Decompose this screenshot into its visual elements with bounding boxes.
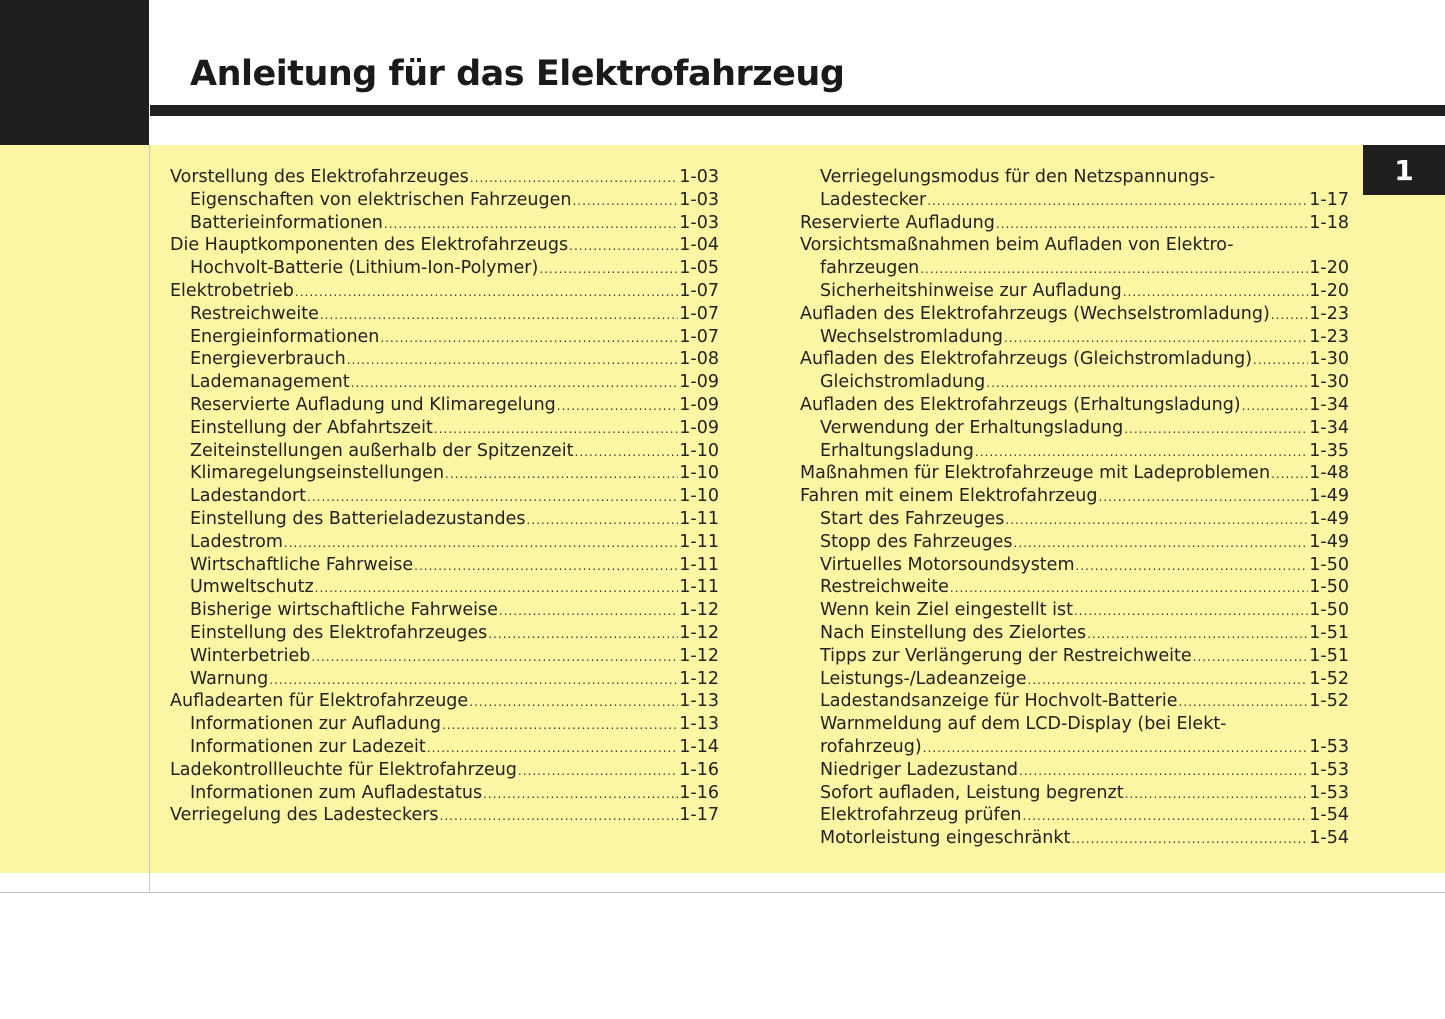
toc-entry[interactable] [800,394,1349,417]
toc-page-number: 1-14 [679,736,719,757]
toc-page-number: 1-23 [1309,303,1349,324]
toc-entry[interactable] [170,417,719,440]
toc-leader-dots [440,805,679,828]
toc-page-number: 1-03 [679,212,719,233]
toc-entry-label: Warnung [190,668,269,689]
toc-entry[interactable] [170,599,719,622]
toc-leader-dots [950,577,1308,600]
toc-leader-dots [1271,304,1308,327]
toc-leader-dots [1019,760,1308,783]
toc-entry[interactable] [170,440,719,463]
toc-page-number: 1-03 [679,189,719,210]
toc-entry[interactable] [800,531,1349,554]
toc-page-number: 1-17 [679,805,719,826]
toc-entry[interactable] [800,440,1349,463]
toc-leader-dots [1242,395,1309,418]
toc-entry[interactable] [800,326,1349,349]
toc-entry[interactable] [800,485,1349,508]
toc-leader-dots [295,281,678,304]
toc-entry-label: Gleichstromladung [820,372,986,393]
toc-page-number: 1-03 [679,167,719,187]
toc-entry-label: Aufladen des Elektrofahrzeugs (Wechselstromladung) [800,303,1270,324]
toc-entry-label: Restreichweite [190,303,319,324]
toc-entry-label: Zeiteinstellungen außerhalb der Spitzenzeit [190,440,574,461]
toc-leader-dots [384,213,678,236]
toc-leader-dots [927,190,1308,213]
toc-leader-dots [986,372,1308,395]
toc-leader-dots [470,167,678,190]
toc-entry-label: Elektrobetrieb [170,280,294,301]
toc-leader-dots [1179,691,1309,714]
toc-entry[interactable] [800,348,1349,371]
toc-entry-label: Ladestandsanzeige für Hochvolt-Batterie [820,691,1178,712]
toc-leader-dots [1193,646,1309,669]
toc-entry-label: Vorstellung des Elektrofahrzeuges [170,167,469,187]
toc-page-number: 1-10 [679,463,719,484]
toc-page-number: 1-09 [679,394,719,415]
toc-entry-label[interactable]: Vorsichtsmaßnahmen beim Aufladen von Elektro- [800,235,1234,256]
toc-leader-dots [569,235,678,258]
toc-entry-label: Batterieinformationen [190,212,383,233]
toc-page-number: 1-11 [679,554,719,575]
title-underline-bar [150,105,1445,116]
toc-entry[interactable] [800,690,1349,713]
toc-entry-label: Erhaltungsladung [820,440,974,461]
toc-entry-label: Leistungs-/Ladeanzeige [820,668,1027,689]
toc-page-number: 1-53 [1309,759,1349,780]
toc-entry[interactable] [170,189,719,212]
toc-entry[interactable] [170,348,719,371]
toc-page-number: 1-07 [679,280,719,301]
toc-entry[interactable] [170,804,719,827]
toc-page-number: 1-09 [679,372,719,393]
toc-entry-label: Verwendung der Erhaltungsladung [820,417,1124,438]
toc-page-number: 1-50 [1309,600,1349,621]
toc-page-number: 1-51 [1309,622,1349,643]
bottom-rule [0,892,1445,893]
toc-entry-label: rofahrzeug) [820,736,922,757]
toc-page-number: 1-49 [1309,486,1349,507]
toc-entry[interactable] [170,280,719,303]
toc-page-number: 1-12 [679,645,719,666]
toc-leader-dots [307,486,678,509]
toc-page-number: 1-52 [1309,668,1349,689]
toc-page-number: 1-11 [679,577,719,598]
toc-leader-dots [469,691,678,714]
toc-entry-label: Tipps zur Verlängerung der Restreichweite [820,645,1192,666]
toc-leader-dots [320,304,678,327]
toc-entry-label: Winterbetrieb [190,645,311,666]
toc-entry-label: Aufladearten für Elektrofahrzeuge [170,691,469,712]
toc-entry-label[interactable]: Warnmeldung auf dem LCD-Display (bei Elekt- [820,714,1227,735]
toc-page-number: 1-16 [679,782,719,803]
toc-leader-dots [1253,349,1308,372]
toc-entry-label: Aufladen des Elektrofahrzeugs (Gleichstromladung) [800,349,1253,370]
toc-entry[interactable] [170,668,719,691]
toc-leader-dots [488,623,678,646]
toc-entry-label: Virtuelles Motorsoundsystem [820,554,1075,575]
toc-entry[interactable] [800,189,1349,212]
toc-leader-dots [483,783,678,806]
toc-entry-label: Eigenschaften von elektrischen Fahrzeugen [190,189,572,210]
toc-page-number: 1-12 [679,668,719,689]
toc-leader-dots [1028,669,1309,692]
toc-entry[interactable] [170,303,719,326]
toc-entry[interactable] [170,645,719,668]
toc-entry-label: Wirtschaftliche Fahrweise [190,554,414,575]
toc-page-number: 1-23 [1309,326,1349,347]
toc-leader-dots [311,646,678,669]
toc-page-number: 1-35 [1309,440,1349,461]
toc-entry-label: Reservierte Aufladung und Klimaregelung [190,394,556,415]
toc-entry[interactable] [170,690,719,713]
toc-entry[interactable] [170,508,719,531]
toc-page-number: 1-05 [679,258,719,279]
toc-entry-label: Fahren mit einem Elektrofahrzeug [800,486,1098,507]
chapter-tab[interactable]: 1 [1363,145,1445,195]
toc-left-column [170,166,719,827]
toc-entry-label: Wechselstromladung [820,326,1004,347]
toc-leader-dots [920,258,1308,281]
toc-entry[interactable] [800,462,1349,485]
toc-leader-dots [269,669,678,692]
toc-page-number: 1-04 [679,235,719,256]
toc-leader-dots [1087,623,1308,646]
toc-page-number: 1-18 [1309,212,1349,233]
left-margin-rule [149,145,150,893]
toc-entry[interactable] [170,622,719,645]
toc-entry[interactable] [800,668,1349,691]
toc-page-number: 1-52 [1309,691,1349,712]
toc-entry[interactable] [800,417,1349,440]
toc-page-number: 1-34 [1309,417,1349,438]
toc-entry-label: Einstellung der Abfahrtszeit [190,417,433,438]
toc-leader-dots [1014,532,1309,555]
toc-leader-dots [427,737,679,760]
toc-page-number: 1-10 [679,440,719,461]
toc-leader-dots [347,349,679,372]
toc-entry-label: Ladekontrollleuchte für Elektrofahrzeug [170,759,517,780]
toc-entry-label: Klimaregelungseinstellungen [190,463,445,484]
toc-leader-dots [1123,281,1309,304]
toc-leader-dots [1098,486,1308,509]
toc-entry[interactable] [170,713,719,736]
toc-page-number: 1-12 [679,622,719,643]
toc-entry[interactable] [170,782,719,805]
toc-right-column [800,166,1349,850]
toc-page-number: 1-13 [679,691,719,712]
toc-entry-label: Informationen zum Aufladestatus [190,782,483,803]
toc-leader-dots [1271,463,1308,486]
toc-entry[interactable] [170,554,719,577]
toc-entry[interactable] [800,622,1349,645]
toc-entry-label: Energieinformationen [190,326,380,347]
toc-leader-dots [442,714,678,737]
toc-entry[interactable] [800,759,1349,782]
toc-leader-dots [284,532,678,555]
toc-entry[interactable] [170,326,719,349]
toc-entry[interactable] [170,212,719,235]
toc-leader-dots [380,327,678,350]
toc-page-number: 1-50 [1309,554,1349,575]
toc-leader-dots [414,555,678,578]
page-title: Anleitung für das Elektrofahrzeug [190,54,845,94]
toc-leader-dots [975,441,1308,464]
header-corner-block [0,0,149,145]
toc-entry[interactable] [800,212,1349,235]
toc-entry[interactable] [800,371,1349,394]
toc-entry-label: Wenn kein Ziel eingestellt ist [820,600,1073,621]
toc-entry-label: Start des Fahrzeuges [820,508,1005,529]
toc-page-number: 1-54 [1309,828,1349,849]
toc-page-number: 1-07 [679,326,719,347]
toc-entry[interactable] [170,394,719,417]
toc-leader-dots [1124,418,1308,441]
toc-page-number: 1-34 [1309,394,1349,415]
toc-page-number: 1-20 [1309,258,1349,279]
toc-entry-label: Die Hauptkomponenten des Elektrofahrzeugs [170,235,569,256]
toc-page-number: 1-20 [1309,280,1349,301]
toc-entry-label: Einstellung des Batterieladezustandes [190,508,526,529]
toc-entry-label: fahrzeugen [820,258,920,279]
toc-entry[interactable] [170,759,719,782]
toc-entry-label: Informationen zur Aufladung [190,714,441,735]
toc-entry[interactable] [170,166,719,189]
toc-leader-dots [1125,783,1309,806]
toc-entry[interactable] [800,508,1349,531]
toc-page-number: 1-50 [1309,577,1349,598]
toc-entry-label: Ladestandort [190,486,307,507]
toc-entry[interactable] [170,531,719,554]
toc-leader-dots [1005,509,1308,532]
toc-entry[interactable] [800,554,1349,577]
toc-entry-label: Informationen zur Ladezeit [190,736,426,757]
toc-page-number: 1-54 [1309,805,1349,826]
toc-entry-label: Elektrofahrzeug prüfen [820,805,1022,826]
toc-entry-label: Aufladen des Elektrofahrzeugs (Erhaltungsladung) [800,394,1241,415]
toc-entry[interactable] [800,645,1349,668]
toc-entry[interactable] [800,303,1349,326]
toc-entry-label: Verriegelung des Ladesteckers [170,805,439,826]
toc-entry[interactable] [800,782,1349,805]
toc-entry-label: Stopp des Fahrzeuges [820,531,1013,552]
toc-leader-dots [575,441,679,464]
toc-entry[interactable] [170,234,719,257]
toc-page-number: 1-51 [1309,645,1349,666]
toc-page-number: 1-12 [679,600,719,621]
toc-entry[interactable] [800,576,1349,599]
toc-entry[interactable] [800,280,1349,303]
toc-entry-label: Sicherheitshinweise zur Aufladung [820,280,1122,301]
toc-page-number: 1-49 [1309,508,1349,529]
toc-page-number: 1-48 [1309,463,1349,484]
toc-leader-dots [434,418,678,441]
toc-entry-label: Reservierte Aufladung [800,212,995,233]
toc-leader-dots [518,760,678,783]
toc-page-number: 1-53 [1309,736,1349,757]
toc-leader-dots [1074,600,1308,623]
toc-leader-dots [526,509,678,532]
toc-page-number: 1-11 [679,531,719,552]
toc-leader-dots [1004,327,1308,350]
toc-entry-label: Restreichweite [820,577,949,598]
toc-page-number: 1-30 [1309,349,1349,370]
toc-entry[interactable] [800,257,1349,280]
toc-entry-label: Lademanagement [190,372,350,393]
toc-page-number: 1-30 [1309,372,1349,393]
toc-leader-dots [315,577,679,600]
toc-entry-label: Bisherige wirtschaftliche Fahrweise [190,600,498,621]
toc-entry[interactable] [800,827,1349,850]
toc-leader-dots [557,395,678,418]
toc-leader-dots [923,737,1309,760]
toc-entry-label: Maßnahmen für Elektrofahrzeuge mit Ladeproblemen [800,463,1271,484]
toc-entry[interactable] [800,599,1349,622]
toc-entry-label: Energieverbrauch [190,349,346,370]
toc-page-number: 1-49 [1309,531,1349,552]
toc-page-number: 1-08 [679,349,719,370]
toc-page-number: 1-09 [679,417,719,438]
toc-page-number: 1-11 [679,508,719,529]
toc-leader-dots [539,258,678,281]
toc-leader-dots [996,213,1308,236]
toc-entry-label: Motorleistung eingeschränkt [820,828,1071,849]
toc-leader-dots [572,190,678,213]
toc-entry[interactable] [170,257,719,280]
toc-entry-label: Hochvolt-Batterie (Lithium-Ion-Polymer) [190,258,539,279]
toc-leader-dots [445,463,678,486]
toc-entry-label: Nach Einstellung des Zielortes [820,622,1087,643]
toc-entry-label[interactable]: Verriegelungsmodus für den Netzspannungs- [820,167,1216,187]
toc-page-number: 1-10 [679,486,719,507]
toc-page-number: 1-07 [679,303,719,324]
toc-page-number: 1-53 [1309,782,1349,803]
toc-leader-dots [1076,555,1309,578]
toc-page-number: 1-17 [1309,189,1349,210]
toc-entry-label: Umweltschutz [190,577,314,598]
toc-leader-dots [499,600,678,623]
toc-page-number: 1-13 [679,714,719,735]
toc-entry[interactable] [800,736,1349,759]
toc-entry-label: Sofort aufladen, Leistung begrenzt [820,782,1124,803]
toc-leader-dots [351,372,679,395]
toc-entry-label: Ladestrom [190,531,283,552]
toc-entry[interactable] [170,371,719,394]
toc-entry-label: Einstellung des Elektrofahrzeuges [190,622,488,643]
toc-leader-dots [1071,828,1308,851]
toc-entry[interactable] [170,485,719,508]
toc-entry[interactable] [800,804,1349,827]
toc-entry-label: Niedriger Ladezustand [820,759,1019,780]
toc-leader-dots [1023,805,1309,828]
toc-entry[interactable] [170,736,719,759]
toc-entry[interactable] [170,576,719,599]
toc-entry[interactable] [170,462,719,485]
toc-entry-label: Ladestecker [820,189,927,210]
toc-page-number: 1-16 [679,759,719,780]
